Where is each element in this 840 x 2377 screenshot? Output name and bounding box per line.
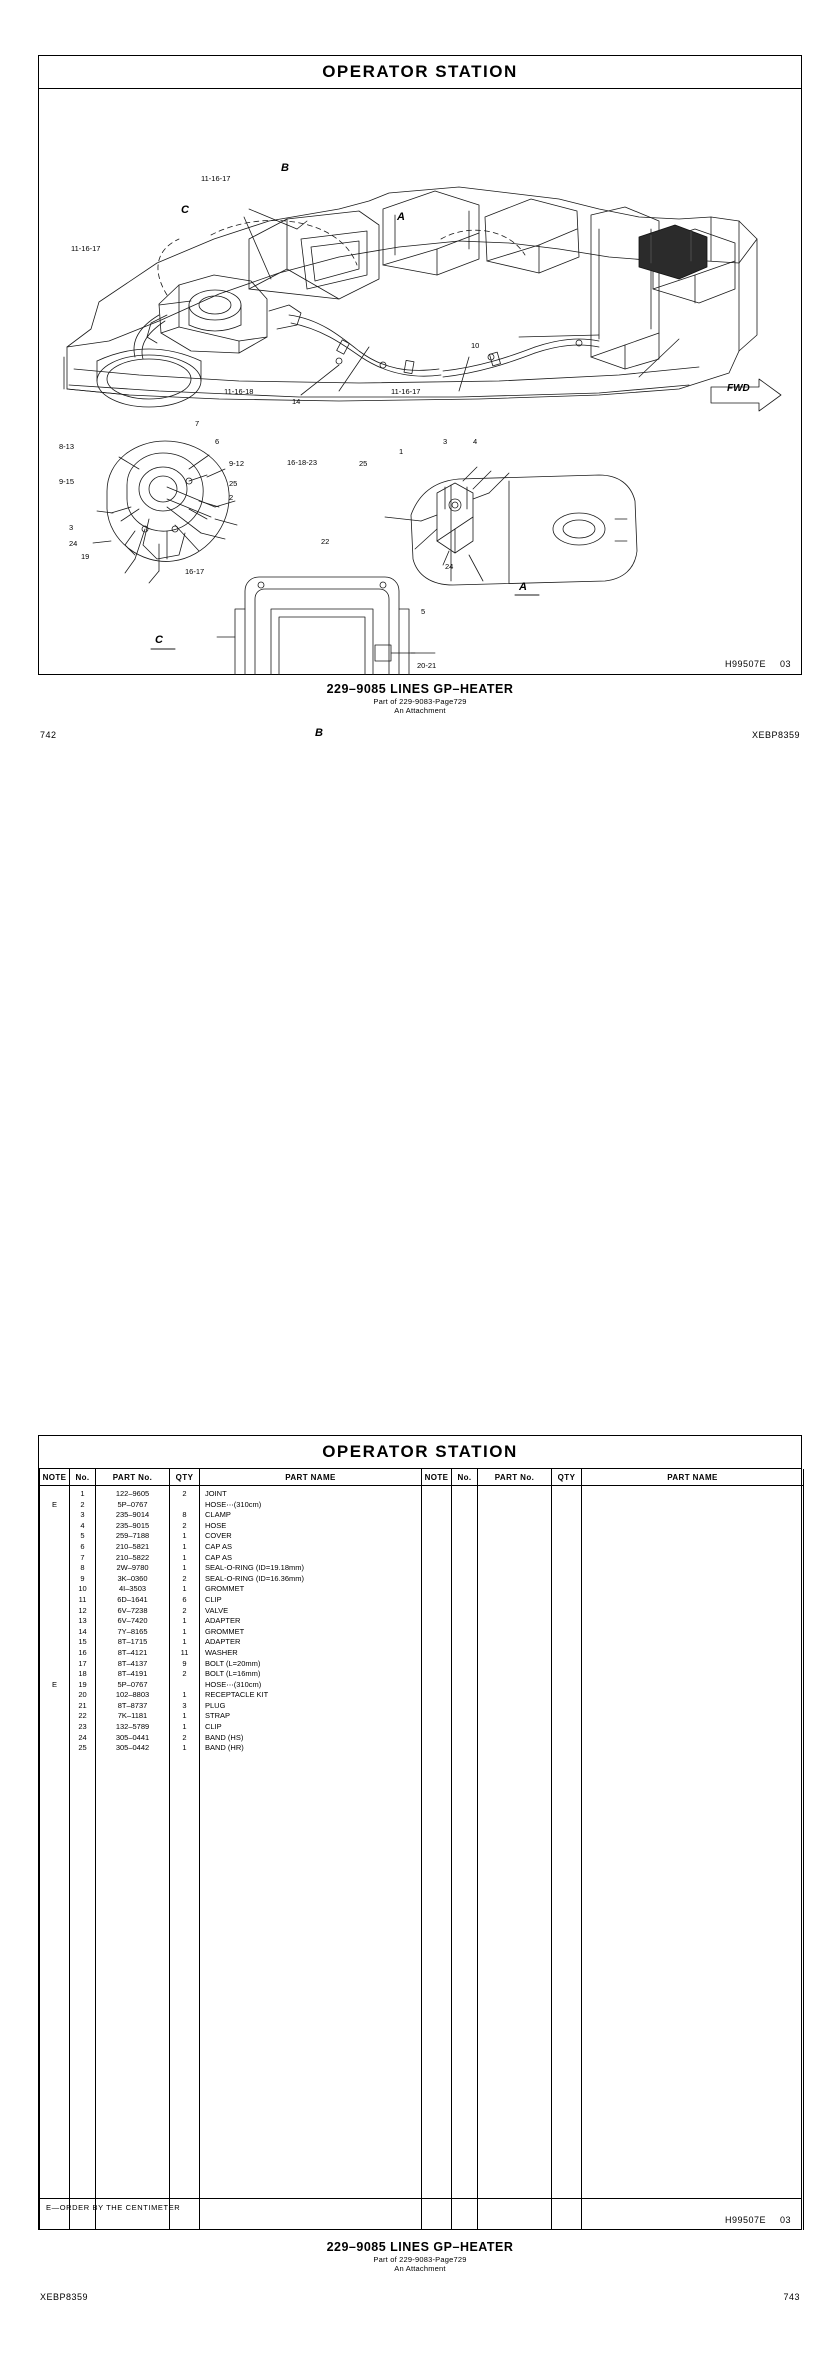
cell-note (40, 1701, 69, 1712)
cell-part: 5P–0767 (117, 1499, 148, 1509)
cell-no: 12 (78, 1605, 87, 1615)
cell-name: HOSE⋯(310cm) (205, 1679, 262, 1689)
cell-name: RECEPTACLE KIT (205, 1690, 269, 1700)
callout-11-16-17-c: 11-16-17 (391, 387, 421, 396)
callout-14: 14 (292, 397, 301, 406)
cell-part: 6V–7420 (117, 1616, 148, 1626)
cell-qty: 2 (182, 1732, 187, 1742)
sheet-title-bottom: OPERATOR STATION (39, 1436, 801, 1469)
cell-no: 19 (78, 1679, 87, 1689)
cell-note (40, 1690, 69, 1701)
cell-no: 18 (78, 1669, 87, 1679)
cell-name: GROMMET (205, 1584, 245, 1594)
table-note-footer (39, 2198, 801, 2230)
cell-name: ADAPTER (205, 1637, 241, 1647)
cell-no: 8 (80, 1563, 85, 1573)
cell-qty: 1 (182, 1531, 187, 1541)
manual-code-top: XEBP8359 (751, 730, 800, 740)
cell-name: WASHER (205, 1647, 238, 1657)
cell-no: 25 (78, 1743, 87, 1753)
cell-part: 8T–8737 (117, 1700, 148, 1710)
cell-note (40, 1722, 69, 1733)
cell-part: 6D–1641 (117, 1594, 148, 1604)
cell-note (40, 1733, 69, 1744)
sheet-code-value-bottom: H99507E (724, 2215, 766, 2225)
cell-part: 2W–9780 (116, 1563, 149, 1573)
cell-no: 9 (80, 1573, 85, 1583)
cell-part: 102–8803 (115, 1690, 150, 1700)
th-partname-right: PART NAME (582, 1469, 804, 1486)
manual-code-bottom: XEBP8359 (40, 2292, 89, 2302)
cell-qty (170, 1500, 199, 1511)
view-mark-a-detail: A (519, 581, 527, 593)
cell-no: 4 (80, 1520, 85, 1530)
cell-note (40, 1584, 69, 1595)
th-partno-right: PART No. (478, 1469, 552, 1486)
caption-top (0, 682, 840, 715)
cell-note (40, 1510, 69, 1521)
sheet-title-top: OPERATOR STATION (39, 56, 801, 89)
callout-25-c: 25 (229, 479, 238, 488)
cell-qty: 6 (182, 1594, 187, 1604)
cell-name: CLIP (205, 1722, 222, 1732)
cell-name: BOLT (L=20mm) (205, 1658, 261, 1668)
cell-no: 3 (80, 1510, 85, 1520)
th-partname-left: PART NAME (200, 1469, 422, 1486)
cell-part: 305–0441 (115, 1732, 150, 1742)
cell-qty: 2 (182, 1573, 187, 1583)
cell-qty: 11 (180, 1647, 189, 1657)
cell-note (40, 1595, 69, 1606)
parts-table-wrap (39, 1469, 801, 2230)
cell-qty: 1 (182, 1722, 187, 1732)
cell-name: COVER (205, 1531, 232, 1541)
col-note (40, 1486, 70, 2231)
view-mark-c-top: C (181, 204, 189, 216)
cell-part: 235–9014 (115, 1510, 150, 1520)
caption-bottom (0, 2240, 840, 2273)
th-qty-right: QTY (552, 1469, 582, 1486)
col-partname (200, 1486, 422, 2231)
callout-1-a: 1 (399, 447, 404, 456)
cell-part: 210–5821 (115, 1541, 150, 1551)
cell-qty: 2 (182, 1520, 187, 1530)
cell-no: 1 (80, 1489, 85, 1498)
cell-name: GROMMET (205, 1626, 245, 1636)
cell-part: 7K–1181 (117, 1711, 148, 1721)
cell-no: 2 (80, 1499, 85, 1509)
caption-sub2-top: An Attachment (394, 706, 446, 715)
cell-name: CLAMP (205, 1510, 231, 1520)
col-no (70, 1486, 96, 2231)
cell-part: 210–5822 (115, 1552, 150, 1562)
callout-24-c: 24 (69, 539, 78, 548)
cell-note: E (51, 1499, 57, 1509)
cell-name: VALVE (205, 1605, 229, 1615)
cell-note (40, 1531, 69, 1542)
callout-3-c: 3 (69, 523, 74, 532)
col-qty-2 (552, 1486, 582, 2231)
sheet-code-top (725, 659, 791, 669)
cell-note (40, 1637, 69, 1648)
cell-note (40, 1542, 69, 1553)
cell-name: SEAL-O-RING (ID=16.36mm) (205, 1573, 304, 1583)
th-partno-left: PART No. (96, 1469, 170, 1486)
callout-24-a: 24 (445, 562, 454, 571)
cell-qty: 1 (182, 1743, 187, 1753)
cell-part: 8T–4137 (117, 1658, 148, 1668)
cell-name: BAND (HR) (205, 1743, 244, 1753)
callout-11-16-17-b: 11-16-17 (71, 244, 101, 253)
cell-qty: 8 (182, 1510, 187, 1520)
illustration-svg (39, 89, 800, 675)
callout-11-16-17-a: 11-16-17 (201, 174, 231, 183)
cell-part: 7Y–8165 (117, 1626, 148, 1636)
cell-name: CAP AS (205, 1541, 232, 1551)
cell-no: 10 (78, 1584, 87, 1594)
cell-note (40, 1648, 69, 1659)
page-number-bottom: 743 (783, 2292, 800, 2302)
cell-qty: 2 (182, 1605, 187, 1615)
parts-table-sheet (38, 1435, 802, 2230)
callout-4-a: 4 (473, 437, 478, 446)
cell-no: 24 (78, 1732, 87, 1742)
view-mark-c-detail: C (155, 634, 163, 646)
callout-20-21: 20-21 (417, 661, 437, 670)
fwd-label: FWD (727, 383, 750, 394)
cell-part: 6V–7238 (117, 1605, 148, 1615)
callout-16-17: 16-17 (185, 567, 205, 576)
cell-no: 17 (78, 1658, 87, 1668)
callout-11-16-18: 11-16-18 (224, 387, 254, 396)
cell-note (40, 1711, 69, 1722)
cell-name: HOSE⋯(310cm) (205, 1499, 262, 1509)
caption-sub-top: Part of 229-9083-Page729 (373, 697, 467, 706)
cell-name: JOINT (205, 1489, 227, 1498)
col-partname-2 (582, 1486, 804, 2231)
cell-note (40, 1489, 69, 1500)
cell-part: 3K–0360 (117, 1573, 148, 1583)
cell-name: CAP AS (205, 1552, 232, 1562)
cell-name: ADAPTER (205, 1616, 241, 1626)
callout-7: 7 (195, 419, 200, 428)
parts-table (39, 1469, 804, 2230)
cell-no: 20 (78, 1690, 87, 1700)
cell-qty: 1 (182, 1563, 187, 1573)
cell-no: 14 (78, 1626, 87, 1636)
callout-2-c: 2 (229, 493, 234, 502)
cell-qty: 9 (182, 1658, 187, 1668)
cell-no: 15 (78, 1637, 87, 1647)
cell-note (40, 1553, 69, 1564)
col-qty (170, 1486, 200, 2231)
caption-sub2-bottom: An Attachment (394, 2264, 446, 2273)
callout-25-a: 25 (359, 459, 368, 468)
caption-sub-bottom: Part of 229-9083-Page729 (373, 2255, 467, 2264)
sheet-rev-top: 03 (779, 659, 791, 669)
cell-note (40, 1563, 69, 1574)
cell-qty: 1 (182, 1616, 187, 1626)
cell-part: 132–5789 (115, 1722, 150, 1732)
cell-part: 235–9015 (115, 1520, 150, 1530)
cell-no: 7 (80, 1552, 85, 1562)
cell-note (40, 1606, 69, 1617)
table-header-row (40, 1469, 804, 1486)
view-mark-b-top: B (281, 162, 289, 174)
cell-qty: 1 (182, 1552, 187, 1562)
order-note: E—ORDER BY THE CENTIMETER (46, 2203, 181, 2212)
cell-no: 23 (78, 1722, 87, 1732)
cell-note (40, 1659, 69, 1670)
cell-qty: 1 (182, 1690, 187, 1700)
view-mark-b-detail: B (315, 727, 323, 739)
cell-part: 5P–0767 (117, 1679, 148, 1689)
callout-9-12: 9-12 (229, 459, 245, 468)
callout-9-15: 9-15 (59, 477, 75, 486)
cell-no: 5 (80, 1531, 85, 1541)
callout-16-18-23: 16-18-23 (287, 458, 318, 467)
col-partno (96, 1486, 170, 2231)
cell-name: SEAL-O-RING (ID=19.18mm) (205, 1563, 304, 1573)
cell-no: 22 (78, 1711, 87, 1721)
callout-5-b: 5 (421, 607, 426, 616)
th-note-right: NOTE (422, 1469, 452, 1486)
col-partno-2 (478, 1486, 552, 2231)
cell-part: 8T–4121 (117, 1647, 148, 1657)
cell-no: 11 (78, 1594, 87, 1604)
cell-qty: 2 (182, 1669, 187, 1679)
cell-name: STRAP (205, 1711, 231, 1721)
cell-qty: 1 (182, 1637, 187, 1647)
sheet-code-value-top: H99507E (724, 659, 766, 669)
cell-name: PLUG (205, 1700, 226, 1710)
cell-note (40, 1669, 69, 1680)
cell-name: CLIP (205, 1594, 222, 1604)
sheet-code-bottom (725, 2215, 791, 2225)
caption-title-bottom: 229–9085 LINES GP–HEATER (326, 2240, 514, 2254)
th-no-left: No. (70, 1469, 96, 1486)
cell-qty: 1 (182, 1626, 187, 1636)
cell-no: 16 (78, 1647, 87, 1657)
cell-no: 21 (78, 1700, 87, 1710)
cell-note (40, 1627, 69, 1638)
cell-part: 4I–3503 (118, 1584, 147, 1594)
callout-6: 6 (215, 437, 220, 446)
cell-name: HOSE (205, 1520, 227, 1530)
cell-qty: 3 (182, 1700, 187, 1710)
cell-part: 8T–1715 (117, 1637, 148, 1647)
cell-name: BOLT (L=16mm) (205, 1669, 261, 1679)
th-qty-left: QTY (170, 1469, 200, 1486)
cell-qty: 1 (182, 1584, 187, 1594)
page-number-top: 742 (40, 730, 57, 740)
view-mark-a-top: A (397, 211, 405, 223)
sheet-rev-bottom: 03 (779, 2215, 791, 2225)
cell-qty (170, 1680, 199, 1691)
callout-22-a: 22 (321, 537, 330, 546)
cell-note (40, 1521, 69, 1532)
callout-19-c: 19 (81, 552, 90, 561)
cell-no: 13 (78, 1616, 87, 1626)
cell-part: 259–7188 (115, 1531, 150, 1541)
cell-part: 8T–4191 (117, 1669, 148, 1679)
th-note-left: NOTE (40, 1469, 70, 1486)
cell-note: E (51, 1679, 57, 1689)
cell-part: 122–9605 (115, 1489, 150, 1498)
col-note-2 (422, 1486, 452, 2231)
col-no-2 (452, 1486, 478, 2231)
cell-qty: 1 (182, 1541, 187, 1551)
cell-note (40, 1743, 69, 1754)
cell-note (40, 1574, 69, 1585)
cell-note (40, 1616, 69, 1627)
callout-3-a: 3 (443, 437, 448, 446)
cell-part: 305–0442 (115, 1743, 150, 1753)
cell-qty: 2 (182, 1489, 187, 1498)
callout-10: 10 (471, 341, 480, 350)
callout-8-13: 8-13 (59, 442, 75, 451)
th-no-right: No. (452, 1469, 478, 1486)
cell-name: BAND (HS) (205, 1732, 244, 1742)
cell-no: 6 (80, 1541, 85, 1551)
cell-qty: 1 (182, 1711, 187, 1721)
table-body-row (40, 1486, 804, 2231)
caption-title-top: 229–9085 LINES GP–HEATER (326, 682, 514, 696)
